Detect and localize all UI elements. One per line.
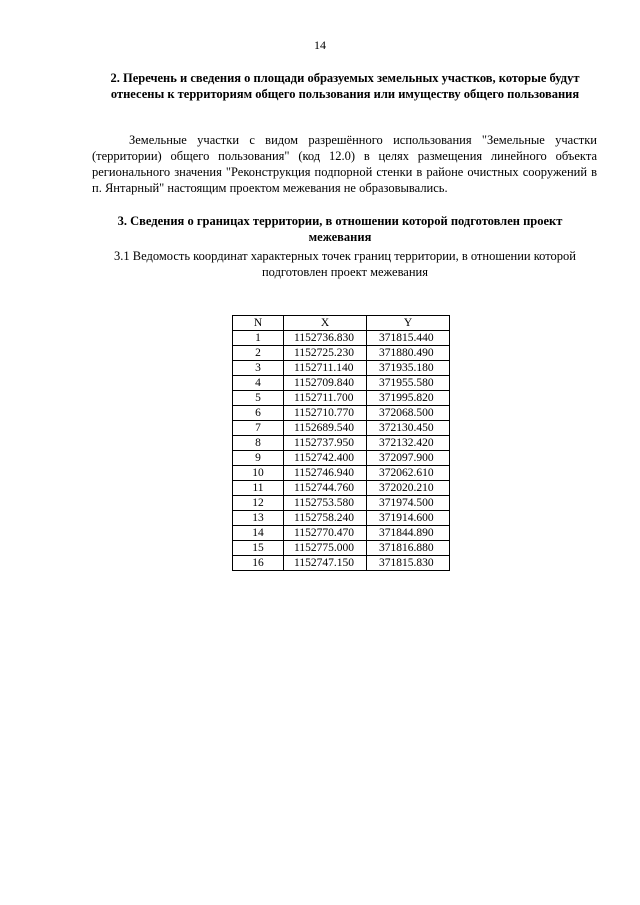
section-3-1-subheading: 3.1 Ведомость координат характерных точек границ территории, в отношении которой подготовлен проект межевания: [114, 249, 576, 279]
cell-x: 1152689.540: [284, 421, 367, 436]
cell-y: 371844.890: [367, 526, 450, 541]
cell-n: 11: [233, 481, 284, 496]
cell-n: 14: [233, 526, 284, 541]
cell-n: 9: [233, 451, 284, 466]
table-row: [233, 451, 450, 466]
table-row: [233, 541, 450, 556]
cell-x: 1152725.230: [284, 346, 367, 361]
cell-y: 371955.580: [367, 376, 450, 391]
table-row: [233, 331, 450, 346]
cell-x: 1152742.400: [284, 451, 367, 466]
cell-n: 5: [233, 391, 284, 406]
cell-y: 372097.900: [367, 451, 450, 466]
cell-n: 1: [233, 331, 284, 346]
cell-y: 371816.880: [367, 541, 450, 556]
table-row: [233, 436, 450, 451]
cell-x: 1152737.950: [284, 436, 367, 451]
cell-y: 372068.500: [367, 406, 450, 421]
cell-y: 371974.500: [367, 496, 450, 511]
coordinates-table: [232, 315, 450, 571]
cell-y: 372130.450: [367, 421, 450, 436]
section-2-paragraph: Земельные участки с видом разрешённого использования "Земельные участки (территории) общего пользования" (код 12.0) в целях размещения линейного объекта регионального значения "Реконструкция подпорной стенки в районе очистных сооружений в п. Янтарный" настоящим проектом межевания не образовывались.: [92, 133, 597, 195]
cell-y: 371815.830: [367, 556, 450, 571]
cell-x: 1152770.470: [284, 526, 367, 541]
table-row: [233, 391, 450, 406]
cell-x: 1152753.580: [284, 496, 367, 511]
header-y: Y: [367, 316, 450, 331]
cell-x: 1152746.940: [284, 466, 367, 481]
table-row: [233, 376, 450, 391]
cell-n: 3: [233, 361, 284, 376]
table-row: [233, 556, 450, 571]
cell-x: 1152775.000: [284, 541, 367, 556]
table-row: [233, 511, 450, 526]
header-n: N: [233, 316, 284, 331]
cell-n: 15: [233, 541, 284, 556]
table-header-row: [233, 316, 450, 331]
cell-y: 371880.490: [367, 346, 450, 361]
cell-n: 10: [233, 466, 284, 481]
cell-n: 4: [233, 376, 284, 391]
cell-y: 372020.210: [367, 481, 450, 496]
cell-y: 371935.180: [367, 361, 450, 376]
cell-y: 372062.610: [367, 466, 450, 481]
cell-y: 372132.420: [367, 436, 450, 451]
table-row: [233, 361, 450, 376]
cell-y: 371995.820: [367, 391, 450, 406]
table-row: [233, 496, 450, 511]
cell-x: 1152709.840: [284, 376, 367, 391]
table-body: [233, 331, 450, 571]
cell-x: 1152744.760: [284, 481, 367, 496]
cell-y: 371914.600: [367, 511, 450, 526]
cell-x: 1152736.830: [284, 331, 367, 346]
page-number: 14: [314, 38, 326, 52]
cell-x: 1152711.700: [284, 391, 367, 406]
cell-n: 7: [233, 421, 284, 436]
cell-x: 1152758.240: [284, 511, 367, 526]
section-3-heading: 3. Сведения о границах территории, в отношении которой подготовлен проект межевания: [117, 214, 563, 244]
cell-x: 1152711.140: [284, 361, 367, 376]
table-row: [233, 406, 450, 421]
table-row: [233, 481, 450, 496]
table-row: [233, 421, 450, 436]
header-x: X: [284, 316, 367, 331]
cell-n: 13: [233, 511, 284, 526]
cell-y: 371815.440: [367, 331, 450, 346]
section-2-heading: 2. Перечень и сведения о площади образуемых земельных участков, которые будут отнесены к территориям общего пользования или имуществу общего пользования: [110, 71, 580, 101]
cell-x: 1152747.150: [284, 556, 367, 571]
table-row: [233, 466, 450, 481]
cell-n: 12: [233, 496, 284, 511]
cell-x: 1152710.770: [284, 406, 367, 421]
cell-n: 8: [233, 436, 284, 451]
cell-n: 16: [233, 556, 284, 571]
table-row: [233, 346, 450, 361]
cell-n: 6: [233, 406, 284, 421]
table-row: [233, 526, 450, 541]
cell-n: 2: [233, 346, 284, 361]
